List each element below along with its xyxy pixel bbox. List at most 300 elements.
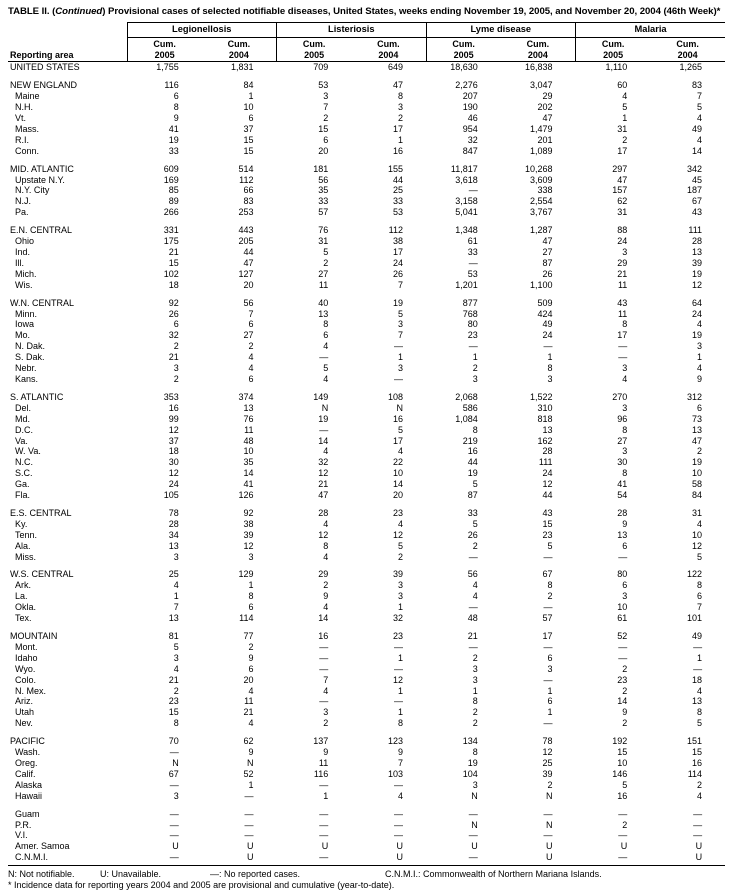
data-cell: 586 — [462, 402, 478, 413]
data-cell: — — [169, 819, 179, 830]
data-cell: 3 — [622, 402, 628, 413]
reporting-area-header: Reporting area — [8, 38, 127, 62]
reporting-area-cell: UNITED STATES — [10, 62, 80, 73]
data-cell: — — [543, 602, 553, 613]
data-cell: — — [319, 663, 329, 674]
data-cell: 27 — [318, 268, 329, 279]
data-cell: 19 — [692, 268, 703, 279]
reporting-area-cell: Upstate N.Y. — [15, 174, 65, 185]
reporting-area-cell: Md. — [15, 413, 31, 424]
data-cell: 1 — [547, 352, 553, 363]
data-cell: 5 — [622, 779, 628, 790]
data-cell: 80 — [467, 319, 478, 330]
table-row — [8, 468, 725, 479]
reporting-area-cell: N. Dak. — [15, 341, 46, 352]
table-row — [8, 820, 725, 831]
reporting-area-cell: Ariz. — [15, 696, 33, 707]
data-cell: 78 — [542, 736, 553, 747]
data-cell: 709 — [313, 62, 329, 73]
data-cell: 3 — [323, 707, 329, 718]
data-cell: 1,831 — [230, 62, 254, 73]
data-cell: 4 — [398, 518, 404, 529]
data-cell: — — [618, 652, 628, 663]
data-cell: 40 — [318, 297, 329, 308]
reporting-area-cell: Ill. — [15, 257, 24, 268]
table-row — [8, 80, 725, 91]
reporting-area-cell: Pa. — [15, 207, 29, 218]
data-cell: 7 — [398, 279, 404, 290]
data-cell: 25 — [168, 569, 179, 580]
data-cell: 1 — [248, 91, 254, 102]
data-cell: 8 — [622, 319, 628, 330]
reporting-area-cell: Oreg. — [15, 757, 38, 768]
data-cell: 11,817 — [450, 163, 478, 174]
data-cell: 3,618 — [455, 174, 478, 185]
group-header-legionellosis: Legionellosis — [127, 23, 277, 38]
data-cell: 175 — [163, 236, 179, 247]
table-row — [8, 530, 725, 541]
reporting-area-cell: La. — [15, 591, 28, 602]
data-cell: 122 — [687, 569, 703, 580]
data-cell: 127 — [238, 268, 254, 279]
data-cell: 44 — [243, 247, 254, 257]
data-cell: — — [543, 641, 553, 652]
data-cell: 39 — [243, 529, 254, 540]
reporting-area-cell: E.S. CENTRAL — [10, 507, 72, 518]
data-cell: 219 — [462, 435, 478, 446]
data-cell: 13 — [542, 424, 553, 435]
data-cell: 3 — [398, 363, 404, 374]
data-cell: 62 — [243, 736, 254, 747]
reporting-area-cell: Miss. — [15, 551, 36, 562]
gap-cell — [8, 73, 725, 80]
subheader-line1: Cum. — [452, 39, 475, 50]
data-cell: 13 — [168, 613, 179, 624]
data-cell: 20 — [393, 490, 404, 501]
data-cell: U — [620, 841, 628, 852]
reporting-area-cell: Ala. — [15, 540, 31, 551]
data-cell: 5 — [323, 363, 329, 374]
reporting-area-cell: Kans. — [15, 373, 39, 384]
data-cell: 1,755 — [156, 62, 179, 73]
data-cell: 8 — [323, 319, 329, 330]
data-cell: 12 — [318, 468, 329, 479]
data-cell: — — [468, 602, 478, 613]
data-cell: 35 — [243, 457, 254, 468]
data-cell: 15 — [692, 747, 703, 758]
data-cell: — — [618, 551, 628, 562]
data-cell: 49 — [692, 123, 703, 134]
data-cell: 23 — [393, 631, 404, 641]
data-cell: 2 — [323, 113, 329, 124]
data-cell: 847 — [462, 145, 478, 156]
data-cell: 4 — [323, 341, 329, 352]
reporting-area-cell: Ark. — [15, 580, 32, 591]
data-cell: 33 — [393, 196, 404, 207]
reporting-area-cell: C.N.M.I. — [15, 852, 48, 863]
data-cell: 48 — [243, 435, 254, 446]
table-row — [8, 653, 725, 664]
data-cell: 32 — [467, 134, 478, 145]
data-cell: U — [546, 841, 553, 852]
data-cell: — — [394, 373, 404, 384]
subheader-line1: Cum. — [377, 39, 400, 50]
data-cell: 207 — [462, 91, 478, 102]
data-cell: 4 — [248, 718, 254, 729]
data-cell: 3 — [622, 247, 628, 257]
table-row — [8, 330, 725, 341]
data-cell: 70 — [168, 736, 179, 747]
reporting-area-cell: S. ATLANTIC — [10, 391, 64, 402]
data-cell: — — [319, 808, 329, 819]
data-cell: — — [543, 341, 553, 352]
data-cell: 23 — [542, 529, 553, 540]
data-cell: 48 — [467, 613, 478, 624]
data-cell: 12 — [168, 468, 179, 479]
data-cell: 20 — [243, 674, 254, 685]
data-cell: 49 — [692, 631, 703, 641]
data-cell: 66 — [243, 185, 254, 196]
data-cell: 5 — [398, 424, 404, 435]
title-suffix: ) Provisional cases of selected notifiable diseases, United States, weeks ending November 19, 2005, and November 20, 2004 (46th Week)* — [102, 6, 721, 17]
data-cell: 12 — [318, 529, 329, 540]
reporting-area-cell: Maine — [15, 91, 40, 102]
data-cell: N — [321, 402, 329, 413]
data-cell: 2 — [398, 113, 404, 124]
data-cell: 47 — [318, 490, 329, 501]
data-cell: 13 — [617, 529, 628, 540]
data-cell: 4 — [697, 685, 703, 696]
data-cell: 16 — [168, 402, 179, 413]
data-cell: 14 — [393, 479, 404, 490]
data-cell: 2 — [173, 373, 179, 384]
data-cell: 6 — [622, 580, 628, 591]
data-cell: 2 — [472, 718, 478, 729]
data-cell: — — [618, 352, 628, 363]
data-cell: 3 — [398, 102, 404, 113]
data-cell: 47 — [243, 257, 254, 268]
reporting-area-cell: Mich. — [15, 268, 37, 279]
title-prefix: TABLE II. ( — [8, 6, 56, 17]
data-cell: 14 — [617, 696, 628, 707]
reporting-area-cell: Vt. — [15, 113, 27, 124]
subheader-listeriosis-2005 — [277, 38, 352, 62]
data-cell: 29 — [542, 91, 553, 102]
data-cell: 649 — [388, 62, 404, 73]
table-row — [8, 841, 725, 852]
data-cell: 6 — [547, 696, 553, 707]
data-cell: 342 — [687, 163, 703, 174]
data-cell: U — [546, 852, 553, 863]
data-cell: 9 — [323, 747, 329, 758]
group-header-listeriosis: Listeriosis — [277, 23, 427, 38]
data-cell: 21 — [243, 707, 254, 718]
data-cell: 14 — [243, 468, 254, 479]
title-continued: Continued — [55, 6, 103, 17]
table-row — [8, 508, 725, 519]
table-row — [8, 552, 725, 563]
table-row — [8, 392, 725, 403]
reporting-area-cell: P.R. — [15, 819, 32, 830]
data-cell: 1 — [547, 707, 553, 718]
data-cell: — — [169, 808, 179, 819]
data-cell: 1 — [248, 779, 254, 790]
table-row — [8, 196, 725, 207]
subheader-line1: Cum. — [227, 39, 251, 50]
data-cell: 61 — [617, 613, 628, 624]
table-row — [8, 830, 725, 841]
data-cell: 102 — [163, 268, 179, 279]
data-cell: 20 — [318, 145, 329, 156]
data-cell: 9 — [323, 591, 329, 602]
table-head — [8, 23, 725, 62]
data-cell: — — [468, 257, 478, 268]
reporting-area-cell: Fla. — [15, 490, 31, 501]
gap-cell — [8, 562, 725, 569]
data-cell: 16 — [318, 631, 329, 641]
data-cell: 6 — [697, 402, 703, 413]
data-cell: 15 — [617, 747, 628, 758]
data-cell: 2 — [398, 551, 404, 562]
data-cell: — — [618, 808, 628, 819]
reporting-area-cell: S.C. — [15, 468, 33, 479]
data-cell: 15 — [168, 707, 179, 718]
subheader-line2: 2005 — [603, 49, 624, 60]
data-cell: 11 — [617, 279, 628, 290]
data-cell: 1,522 — [530, 391, 553, 402]
table-bottom-rule — [8, 865, 725, 866]
table-row — [8, 479, 725, 490]
table-row — [8, 809, 725, 820]
data-cell: 11 — [318, 757, 329, 768]
data-cell: 83 — [243, 196, 254, 207]
data-cell: 7 — [697, 602, 703, 613]
data-cell: — — [319, 819, 329, 830]
data-cell: 270 — [612, 391, 628, 402]
table-row — [8, 102, 725, 113]
column-subheader-row — [8, 38, 725, 62]
data-cell: 18 — [692, 674, 703, 685]
data-cell: 76 — [318, 225, 329, 236]
table-row — [8, 236, 725, 247]
data-cell: 2 — [472, 707, 478, 718]
data-cell: — — [244, 830, 254, 841]
data-cell: 8 — [622, 468, 628, 479]
data-cell: 12 — [243, 540, 254, 551]
data-cell: 27 — [542, 247, 553, 257]
data-cell: 3 — [173, 790, 179, 801]
table-group-gap — [8, 385, 725, 392]
data-cell: 41 — [168, 123, 179, 134]
data-cell: 8 — [472, 747, 478, 758]
data-cell: 4 — [248, 352, 254, 363]
data-cell: 43 — [692, 207, 703, 218]
reporting-area-cell: NEW ENGLAND — [10, 80, 78, 91]
data-cell: 57 — [542, 613, 553, 624]
table-row — [8, 519, 725, 530]
data-cell: 331 — [163, 225, 179, 236]
data-cell: — — [543, 551, 553, 562]
gap-cell — [8, 385, 725, 392]
table-row — [8, 280, 725, 291]
data-cell: 312 — [687, 391, 703, 402]
reporting-area-cell: D.C. — [15, 424, 33, 435]
data-cell: 28 — [542, 446, 553, 457]
table-row — [8, 580, 725, 591]
subheader-line1: Cum. — [526, 39, 550, 50]
table-row — [8, 769, 725, 780]
data-cell: 3 — [622, 446, 628, 457]
data-cell: 2 — [472, 363, 478, 374]
data-cell: 1,201 — [455, 279, 478, 290]
reporting-area-cell: MOUNTAIN — [10, 631, 58, 641]
data-cell: 8 — [472, 424, 478, 435]
data-cell: 52 — [243, 768, 254, 779]
data-cell: — — [394, 830, 404, 841]
data-cell: — — [618, 641, 628, 652]
data-cell: 5 — [398, 540, 404, 551]
data-cell: 4 — [472, 591, 478, 602]
reporting-area-cell: Alaska — [15, 779, 43, 790]
data-cell: 12 — [692, 279, 703, 290]
data-cell: 67 — [692, 196, 703, 207]
reporting-area-cell: Mo. — [15, 330, 31, 341]
data-cell: 38 — [393, 236, 404, 247]
data-cell: 3,158 — [455, 196, 478, 207]
data-cell: 37 — [243, 123, 254, 134]
data-cell: 8 — [173, 102, 179, 113]
data-cell: 4 — [697, 113, 703, 124]
data-cell: 4 — [173, 580, 179, 591]
data-cell: 6 — [697, 591, 703, 602]
reporting-area-cell: W.N. CENTRAL — [10, 297, 75, 308]
gap-cell — [8, 157, 725, 164]
data-cell: — — [394, 663, 404, 674]
data-cell: 60 — [617, 80, 628, 91]
data-cell: 32 — [168, 330, 179, 341]
data-cell: 134 — [462, 736, 478, 747]
data-cell: 169 — [163, 174, 179, 185]
data-cell: 13 — [692, 247, 703, 257]
reporting-area-cell: N. Mex. — [15, 685, 47, 696]
data-cell: 24 — [168, 479, 179, 490]
data-cell: — — [394, 779, 404, 790]
table-row — [8, 758, 725, 769]
data-cell: 5 — [323, 247, 329, 257]
data-cell: 3 — [547, 373, 553, 384]
data-cell: 9 — [697, 373, 703, 384]
reporting-area-cell: Iowa — [15, 319, 35, 330]
data-cell: — — [618, 852, 628, 863]
data-cell: 53 — [393, 207, 404, 218]
data-cell: 15 — [243, 134, 254, 145]
subheader-line2: 2005 — [154, 49, 175, 60]
data-cell: 2 — [323, 718, 329, 729]
data-cell: U — [695, 841, 703, 852]
data-cell: 18 — [168, 279, 179, 290]
data-cell: 2 — [697, 446, 703, 457]
data-cell: — — [319, 641, 329, 652]
data-cell: 21 — [318, 479, 329, 490]
data-cell: — — [319, 652, 329, 663]
data-cell: 4 — [323, 602, 329, 613]
footnote-key-u: U: Unavailable. — [100, 868, 162, 879]
data-cell: 2 — [622, 718, 628, 729]
data-cell: 4 — [398, 790, 404, 801]
data-cell: 52 — [617, 631, 628, 641]
data-cell: 10 — [617, 757, 628, 768]
data-cell: 58 — [692, 479, 703, 490]
table-group-gap — [8, 729, 725, 736]
data-cell: 2 — [622, 819, 628, 830]
data-cell: — — [169, 852, 179, 863]
data-cell: 4 — [472, 580, 478, 591]
data-cell: — — [693, 663, 703, 674]
data-cell: 47 — [393, 80, 404, 91]
table-row — [8, 414, 725, 425]
data-cell: 1 — [622, 113, 628, 124]
subheader-line1: Cum. — [601, 39, 625, 50]
subheader-lyme-2004 — [501, 38, 576, 62]
data-cell: 3 — [398, 580, 404, 591]
data-cell: — — [543, 808, 553, 819]
table-row — [8, 541, 725, 552]
table-row — [8, 852, 725, 864]
data-cell: 181 — [313, 163, 329, 174]
data-cell: — — [468, 830, 478, 841]
data-cell: 1,110 — [605, 62, 628, 73]
data-cell: 10 — [692, 468, 703, 479]
data-cell: 1 — [398, 685, 404, 696]
data-cell: 15 — [318, 123, 329, 134]
data-cell: 2 — [622, 685, 628, 696]
data-cell: 12 — [542, 747, 553, 758]
group-header-malaria: Malaria — [576, 23, 726, 38]
data-cell: 877 — [462, 297, 478, 308]
data-cell: 32 — [393, 613, 404, 624]
data-cell: 4 — [622, 91, 628, 102]
reporting-area-cell: Idaho — [15, 652, 38, 663]
data-cell: 33 — [318, 196, 329, 207]
data-cell: 3 — [398, 319, 404, 330]
data-cell: — — [543, 674, 553, 685]
reporting-area-cell: Okla. — [15, 602, 37, 613]
table-row — [8, 446, 725, 457]
data-cell: 137 — [313, 736, 329, 747]
reporting-area-cell: Guam — [15, 808, 40, 819]
data-cell: 12 — [692, 540, 703, 551]
data-cell: 25 — [393, 185, 404, 196]
data-cell: 1 — [697, 352, 703, 363]
data-cell: 14 — [692, 145, 703, 156]
data-cell: 87 — [542, 257, 553, 268]
table-row — [8, 436, 725, 447]
data-cell: 1,100 — [530, 279, 553, 290]
data-cell: 14 — [318, 613, 329, 624]
data-cell: 104 — [462, 768, 478, 779]
data-cell: 514 — [238, 163, 254, 174]
data-cell: — — [169, 779, 179, 790]
data-cell: 73 — [692, 413, 703, 424]
data-cell: 47 — [542, 236, 553, 247]
data-cell: 88 — [617, 225, 628, 236]
data-cell: 123 — [388, 736, 404, 747]
data-cell: 108 — [388, 391, 404, 402]
data-cell: 3 — [398, 591, 404, 602]
reporting-area-cell: N.C. — [15, 457, 33, 468]
data-cell: 10 — [243, 102, 254, 113]
data-cell: 297 — [612, 163, 628, 174]
